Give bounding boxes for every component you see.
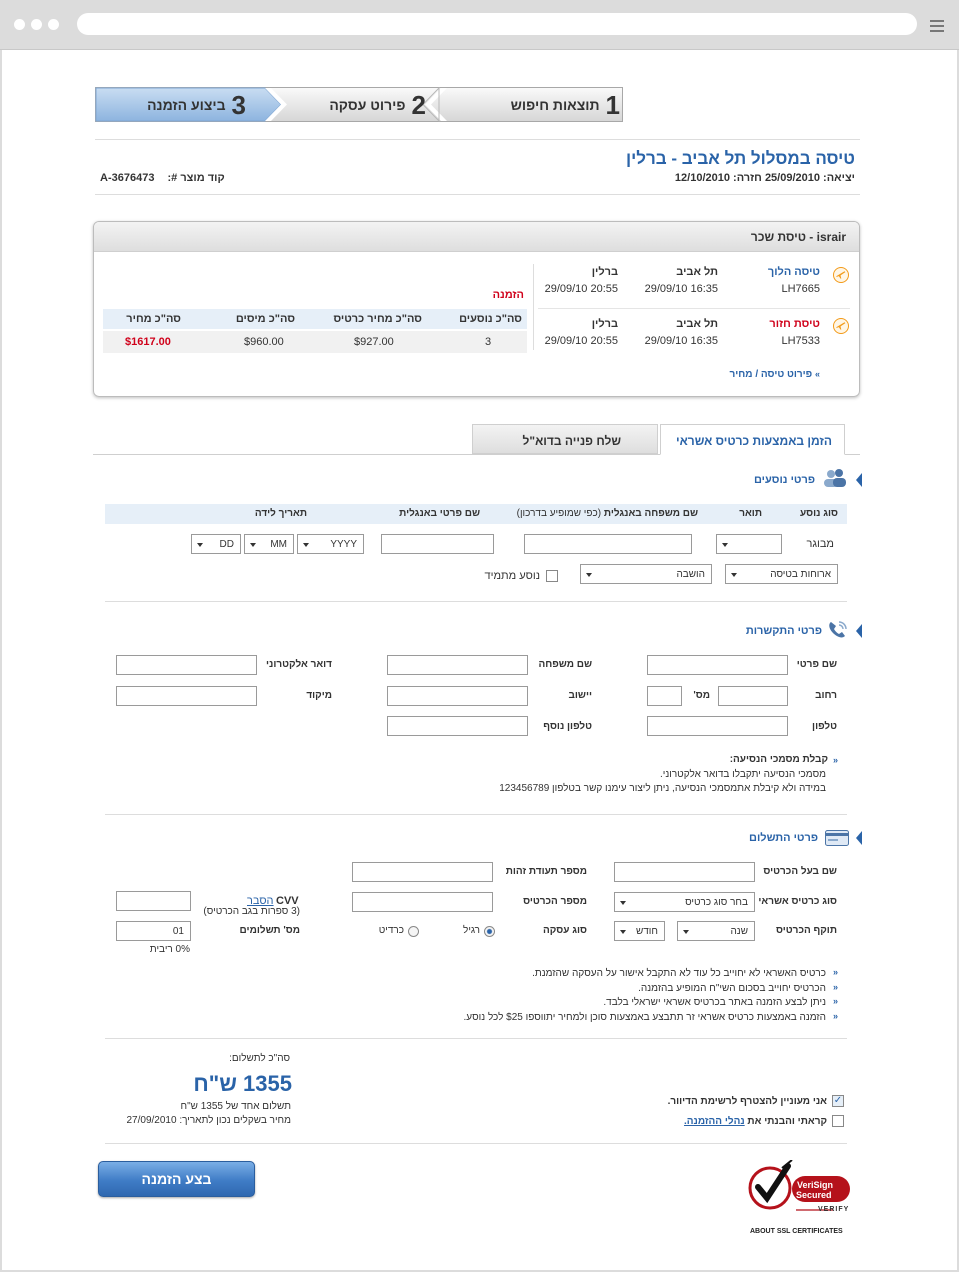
last-name-label: שם משפחה bbox=[538, 659, 592, 670]
payment-note: הכרטיס יחוייב בסכום השי"ח המופיע בהזמנה. bbox=[638, 983, 826, 994]
window-dot bbox=[48, 19, 59, 30]
menu-icon[interactable] bbox=[930, 20, 944, 22]
newsletter-label: אני מעוניין להצטרף לרשימת הדיוור. bbox=[667, 1096, 827, 1107]
city-field[interactable] bbox=[387, 686, 528, 706]
outbound-label: טיסה הלוך bbox=[767, 266, 820, 278]
deal-credit-radio[interactable] bbox=[408, 926, 419, 937]
tab-email[interactable]: שלח פנייה בדוא"ל bbox=[472, 424, 658, 454]
street-field[interactable] bbox=[718, 686, 788, 706]
house-number-field[interactable] bbox=[647, 686, 682, 706]
last-name-input[interactable] bbox=[524, 534, 692, 554]
phone2-field[interactable] bbox=[387, 716, 528, 736]
plane-icon bbox=[833, 318, 849, 334]
meal-select[interactable]: ארוחות בטיסה bbox=[725, 564, 838, 584]
chevron-icon: » bbox=[833, 967, 839, 977]
divider bbox=[105, 601, 847, 602]
step-3-active bbox=[110, 89, 246, 121]
ssl-certificates-link[interactable]: ABOUT SSL CERTIFICATES bbox=[750, 1228, 843, 1235]
window-dot bbox=[31, 19, 42, 30]
first-name-field[interactable] bbox=[647, 655, 788, 675]
people-icon bbox=[822, 468, 847, 488]
arrival-time: 20:55 29/09/10 bbox=[544, 335, 618, 347]
deal-regular-label: רגיל bbox=[463, 925, 480, 936]
page-title: טיסה במסלול תל אביב - ברלין bbox=[625, 149, 855, 168]
col-birth-date: תאריך לידה bbox=[254, 508, 307, 519]
phone-icon bbox=[826, 619, 850, 641]
section-marker-icon bbox=[856, 624, 862, 638]
airline-title: israir - טיסת שכר bbox=[750, 230, 846, 244]
flight-number: LH7533 bbox=[781, 335, 820, 347]
chevron-icon: » bbox=[833, 755, 839, 765]
phone-field[interactable] bbox=[647, 716, 788, 736]
first-name-label: שם פרטי bbox=[796, 659, 837, 670]
verisign-verify: VERIFY bbox=[818, 1206, 850, 1213]
col-first-name: שם פרטי באנגלית bbox=[399, 508, 480, 519]
terms-link[interactable]: נהלי ההזמנה. bbox=[683, 1116, 745, 1127]
email-label: דואר אלקטרוני bbox=[266, 659, 332, 670]
tab-credit-card[interactable]: הזמן באמצעות כרטיס אשראי bbox=[660, 424, 845, 455]
cvv-label: CVV bbox=[276, 895, 299, 907]
chevron-icon: » bbox=[833, 1011, 839, 1021]
card-holder-label: שם בעל הכרטיס bbox=[763, 866, 837, 877]
menu-icon-line bbox=[930, 25, 944, 27]
menu-icon-line bbox=[930, 30, 944, 32]
arrival-time: 20:55 29/09/10 bbox=[544, 283, 618, 295]
last-name-field[interactable] bbox=[387, 655, 528, 675]
total-amount: 1355 ש"ח bbox=[193, 1071, 292, 1096]
departure-time: 16:35 29/09/10 bbox=[644, 335, 718, 347]
installments-label: מס' תשלומים bbox=[239, 925, 300, 936]
total-note: תשלום אחד של 1355 ש"ח bbox=[180, 1101, 291, 1112]
product-code: A-3676473 קוד מוצר #: bbox=[100, 172, 225, 184]
return-label: טיסת חזור bbox=[769, 318, 820, 330]
section-title-payment: פרטי התשלום bbox=[749, 832, 818, 844]
id-number-label: מספר תעודת זהות bbox=[505, 866, 587, 877]
plane-icon bbox=[833, 267, 849, 283]
id-number-field[interactable] bbox=[352, 862, 493, 882]
birth-month-select[interactable]: MM bbox=[244, 534, 294, 554]
col-title: תואר bbox=[739, 508, 762, 519]
address-bar[interactable] bbox=[77, 13, 917, 35]
step-number: 1 bbox=[605, 89, 620, 120]
step-2[interactable] bbox=[288, 89, 426, 121]
credit-card-icon bbox=[825, 830, 849, 846]
summary-value: $960.00 bbox=[244, 336, 284, 348]
chevron-icon: » bbox=[814, 369, 820, 379]
flight-number: LH7665 bbox=[781, 283, 820, 295]
summary-value: $927.00 bbox=[354, 336, 394, 348]
total-label: סה"כ לתשלום: bbox=[229, 1053, 290, 1064]
phone2-label: טלפון נוסף bbox=[543, 721, 592, 732]
payment-note: כרטיס האשראי לא יחוייב כל עוד לא התקבל אישור על העסקה שהזמנת. bbox=[532, 968, 826, 979]
card-holder-field[interactable] bbox=[614, 862, 755, 882]
zip-label: מיקוד bbox=[306, 690, 332, 701]
card-type-select[interactable]: בחר סוג כרטיס bbox=[614, 892, 755, 912]
card-type-label: סוג כרטיס אשראי bbox=[758, 896, 837, 907]
summary-header: סה"כ מחיר כרטיס bbox=[333, 313, 422, 325]
origin-city: תל אביב bbox=[676, 318, 718, 330]
zip-field[interactable] bbox=[116, 686, 257, 706]
divider bbox=[533, 264, 534, 350]
divider bbox=[105, 1038, 847, 1039]
summary-header: סה"כ מחיר bbox=[126, 313, 181, 325]
summary-header: סה"כ נוסעים bbox=[459, 313, 522, 325]
expiry-month-select[interactable]: חודש bbox=[614, 921, 665, 941]
chevron-icon: » bbox=[833, 982, 839, 992]
cvv-help-link[interactable]: הסבר bbox=[247, 895, 274, 907]
frequent-flyer-label: נוסע מתמיד bbox=[484, 570, 540, 582]
card-number-field[interactable] bbox=[352, 892, 493, 912]
divider bbox=[105, 1143, 847, 1144]
step-label: תוצאות חיפוש bbox=[510, 97, 600, 113]
travel-docs-line: במידה ולא קיבלת אתמסמכי הנסיעה, ניתן ליצור עימנו קשר בטלפון 123456789 bbox=[499, 783, 826, 794]
divider bbox=[105, 814, 847, 815]
phone-label: טלפון bbox=[812, 721, 837, 732]
expiry-label: תוקף הכרטיס bbox=[776, 925, 837, 936]
departure-time: 16:35 29/09/10 bbox=[644, 283, 718, 295]
step-1[interactable] bbox=[440, 89, 620, 121]
travel-docs-title: קבלת מסמכי הנסיעה: bbox=[729, 754, 828, 765]
terms-checkbox[interactable] bbox=[832, 1115, 844, 1127]
col-passenger-type: סוג נוסע bbox=[799, 508, 838, 519]
payment-note: ניתן לבצע הזמנה באתר בכרטיס אשראי ישראלי בלבד. bbox=[603, 997, 826, 1008]
interest-note: 0% ריבית bbox=[149, 944, 190, 955]
col-last-name: שם משפחה באנגלית (כפי שמופיע בדרכון) bbox=[516, 508, 698, 519]
section-title-passengers: פרטי נוסעים bbox=[753, 474, 815, 486]
destination-city: ברלין bbox=[591, 266, 618, 278]
step-label: פירוט עסקה bbox=[329, 97, 406, 113]
divider bbox=[95, 194, 860, 195]
total-date-note: מחיר בשקלים נכון לתאריך: 27/09/2010 bbox=[126, 1115, 291, 1126]
first-name-input[interactable] bbox=[381, 534, 494, 554]
card-number-label: מספר הכרטיס bbox=[523, 896, 587, 907]
installments-field[interactable]: 01 bbox=[116, 921, 191, 941]
birth-year-select[interactable]: YYYY bbox=[297, 534, 364, 554]
verisign-line2: Secured bbox=[796, 1190, 832, 1200]
frequent-flyer-checkbox[interactable] bbox=[546, 570, 558, 582]
city-label: יישוב bbox=[568, 690, 592, 701]
street-label: רחוב bbox=[815, 690, 837, 701]
deal-credit-label: כרדיט bbox=[378, 925, 404, 936]
payment-note: הזמנה באמצעות כרטיס אשראי זר תתבצע באמצעות סוכן ולמחיר יתווספו $25 לכל נוסע. bbox=[463, 1012, 826, 1023]
origin-city: תל אביב bbox=[676, 266, 718, 278]
trip-dates: יציאה: 25/09/2010 חזרה: 12/10/2010 bbox=[674, 172, 855, 184]
cvv-note: (3 ספרות בגב הכרטיס) bbox=[203, 906, 300, 917]
section-marker-icon bbox=[856, 473, 862, 487]
house-number-label: מס' bbox=[693, 690, 710, 701]
divider bbox=[538, 308, 850, 309]
destination-city: ברלין bbox=[591, 318, 618, 330]
step-label: ביצוע הזמנה bbox=[147, 97, 226, 113]
divider bbox=[95, 139, 860, 140]
verisign-line1: VeriSign bbox=[797, 1180, 834, 1190]
birth-day-select[interactable]: DD bbox=[191, 534, 241, 554]
step-number: 2 bbox=[411, 89, 426, 120]
newsletter-checkbox[interactable]: ✓ bbox=[833, 1095, 843, 1106]
window-dot bbox=[14, 19, 25, 30]
travel-docs-line: מסמכי הנסיעה יתקבלו בדואר אלקטרוני. bbox=[659, 769, 826, 780]
chevron-icon: » bbox=[833, 996, 839, 1006]
step-number: 3 bbox=[231, 89, 246, 120]
cvv-field[interactable] bbox=[116, 891, 191, 911]
summary-value: 3 bbox=[485, 336, 492, 348]
summary-header: סה"כ מיסים bbox=[235, 313, 295, 325]
submit-order-button[interactable]: בצע הזמנה bbox=[98, 1161, 255, 1197]
total-price: $1617.00 bbox=[125, 336, 171, 348]
title-select[interactable] bbox=[716, 534, 782, 554]
seat-select[interactable]: הושבה bbox=[580, 564, 712, 584]
flight-details-link[interactable]: » פירוט טיסה / מחיר bbox=[729, 369, 820, 380]
email-field[interactable] bbox=[116, 655, 257, 675]
terms-label: קראתי והבנתי את נהלי ההזמנה. bbox=[683, 1116, 827, 1127]
order-label: הזמנה bbox=[492, 289, 524, 301]
passenger-type-value: מבוגר bbox=[806, 538, 834, 550]
deal-regular-radio[interactable] bbox=[484, 926, 495, 937]
section-title-contact: פרטי התקשרות bbox=[745, 625, 822, 637]
deal-type-label: סוג עסקה bbox=[542, 925, 587, 936]
section-marker-icon bbox=[856, 831, 862, 845]
expiry-year-select[interactable]: שנה bbox=[677, 921, 755, 941]
